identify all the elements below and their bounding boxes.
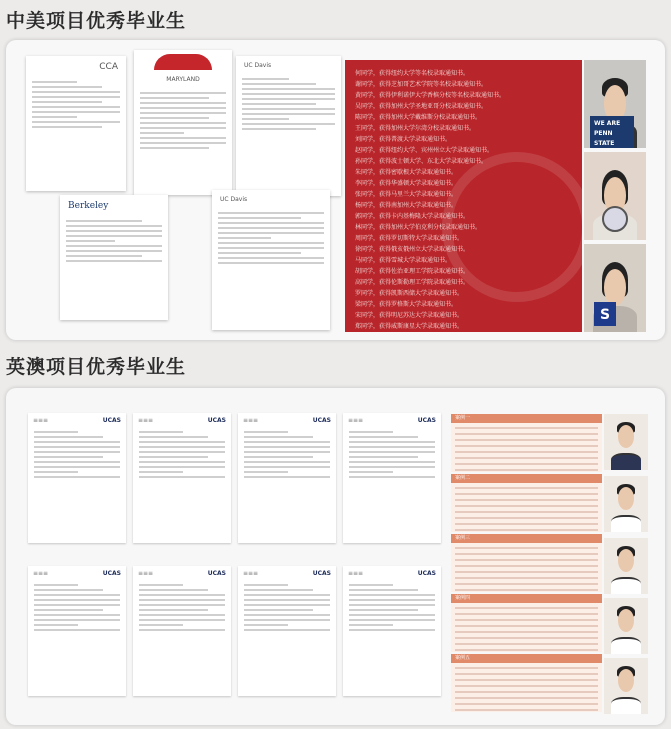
ucas-letter: ≡≡≡ UCAS (133, 566, 231, 696)
ucas-logo: UCAS (417, 417, 436, 424)
list-item: 吴同学，获得加州大学圣地亚哥分校录取通知书。 (355, 103, 488, 110)
offer-letter-logo: UC Davis (220, 196, 248, 203)
penn-state-sign: WE ARE PENN STATE (590, 116, 634, 148)
ucas-letter: ≡≡≡ UCAS (133, 413, 231, 543)
list-item: 周同学，获得罗切斯特大学录取通知书。 (355, 235, 464, 242)
certificate-icon (602, 206, 628, 232)
list-item: 高同学，获得伦斯勒理工学院录取通知书。 (355, 279, 470, 286)
list-item: 宋同学，获得明尼苏达大学录取通知书。 (355, 312, 464, 319)
us-graduates-list (345, 60, 582, 332)
offer-letter-ucdavis-2 (212, 190, 330, 330)
list-item: 马同学，获得雪城大学录取通知书。 (355, 257, 452, 264)
table-row (451, 534, 602, 592)
table-row (451, 414, 602, 472)
list-item: 罗同学，获得凯斯西储大学录取通知书。 (355, 290, 464, 297)
offer-letter-logo: CCA (99, 62, 118, 72)
syracuse-sign: S (594, 302, 616, 326)
ucas-logo: UCAS (102, 417, 121, 424)
table-row (451, 654, 602, 712)
list-item: 杨同学，获得南加州大学录取通知书。 (355, 202, 458, 209)
offer-letter-maryland (134, 50, 232, 195)
offer-letter-logo: UC Davis (244, 62, 272, 69)
table-row (451, 594, 602, 652)
maryland-crest-icon (154, 54, 212, 70)
ucas-logo: UCAS (102, 570, 121, 577)
list-item: 谢同学，获得芝加哥艺术学院等名校录取通知书。 (355, 81, 488, 88)
case-header: 案例四 (451, 594, 602, 603)
ucas-logo: UCAS (207, 570, 226, 577)
list-item: 朱同学，获得密歇根大学录取通知书。 (355, 169, 458, 176)
list-item: 郭同学，获得卡内基梅隆大学录取通知书。 (355, 213, 470, 220)
list-item: 郑同学，获得威斯康星大学录取通知书。 (355, 323, 464, 330)
list-item: 梁同学，获得罗格斯大学录取通知书。 (355, 301, 458, 308)
list-item: 张同学，获得马里兰大学录取通知书。 (355, 191, 458, 198)
list-item: 王同学，获得加州大学尔湾分校录取通知书。 (355, 125, 476, 132)
student-photo (604, 658, 648, 714)
student-photo (584, 152, 646, 240)
ucas-letter: ≡≡≡ UCAS (28, 413, 126, 543)
student-photo (604, 414, 648, 470)
list-item: 赵同学，获得纽约大学、宾州州立大学录取通知书。 (355, 147, 494, 154)
table-row (451, 474, 602, 532)
ucas-logo: UCAS (207, 417, 226, 424)
list-item: 刘同学，获得普渡大学录取通知书。 (355, 136, 452, 143)
offer-letter-cca (26, 56, 126, 191)
ucas-letter: ≡≡≡ UCAS (28, 566, 126, 696)
offer-letter-logo: Berkeley (68, 201, 109, 211)
case-header: 案例三 (451, 534, 602, 543)
list-item: 孙同学，获得波士顿大学、东北大学录取通知书。 (355, 158, 488, 165)
list-item: 黄同学，获得伊利诺伊大学香槟分校等名校录取通知书。 (355, 92, 506, 99)
offer-letter-berkeley (60, 195, 168, 320)
graduation-cap-icon (442, 152, 582, 302)
student-photo (604, 476, 648, 532)
student-photo (604, 598, 648, 654)
student-photo (584, 244, 646, 332)
list-item: 何同学，获得纽约大学等名校录取通知书。 (355, 70, 470, 77)
us-graduates-card (6, 40, 665, 340)
ucas-logo: UCAS (417, 570, 436, 577)
offer-letter-logo: MARYLAND (166, 76, 200, 83)
uk-student-table (451, 414, 602, 714)
section-title-uk: 英澳项目优秀毕业生 (6, 356, 187, 378)
list-item: 林同学，获得加州大学伯克利分校录取通知书。 (355, 224, 482, 231)
list-item: 胡同学，获得佐治亚理工学院录取通知书。 (355, 268, 470, 275)
ucas-letter: ≡≡≡ UCAS (343, 413, 441, 543)
ucas-letter: ≡≡≡ UCAS (238, 566, 336, 696)
student-photo (584, 60, 646, 148)
student-photo (604, 538, 648, 594)
ucas-logo: UCAS (312, 570, 331, 577)
case-header: 案例一 (451, 414, 602, 423)
offer-letter-ucdavis (236, 56, 341, 196)
case-header: 案例二 (451, 474, 602, 483)
section-title-us: 中美项目优秀毕业生 (6, 10, 187, 32)
case-header: 案例五 (451, 654, 602, 663)
list-item: 徐同学，获得俄亥俄州立大学录取通知书。 (355, 246, 470, 253)
ucas-logo: UCAS (312, 417, 331, 424)
list-item: 陈同学，获得加州大学戴维斯分校录取通知书。 (355, 114, 482, 121)
list-item: 李同学，获得华盛顿大学录取通知书。 (355, 180, 458, 187)
ucas-letter: ≡≡≡ UCAS (343, 566, 441, 696)
ucas-letter: ≡≡≡ UCAS (238, 413, 336, 543)
